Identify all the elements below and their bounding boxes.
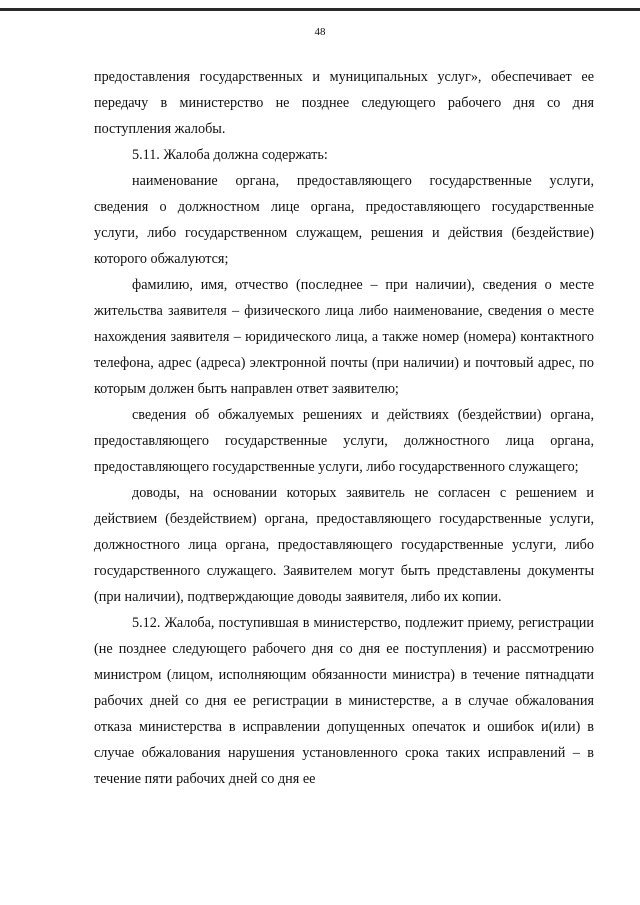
paragraph-organ-name: наименование органа, предоставляющего государственные услуги, сведения о должностном лице органа, предоставляющего государственные услуги, либо государственном служащем, решения и действия (бездействие) которого обжалуются; (94, 173, 594, 267)
paragraph-continuation: предоставления государственных и муниципальных услуг», обеспечивает ее передачу в министерство не позднее следующего рабочего дня со дня поступления жалобы. (94, 69, 594, 137)
page-number: 48 (314, 26, 326, 38)
paragraph-section-5-12: 5.12. Жалоба, поступившая в министерство, подлежит приему, регистрации (не позднее следующего рабочего дня со дня ее поступления) и рассмотрению министром (лицом, исполняющим обязанности министра) в течение пятнадцати рабочих дней со дня ее регистрации в министерстве, а в случае обжалования отказа министерства в исправлении допущенных опечаток и ошибок и(или) в случае обжалования нарушения установленного срока таких исправлений – в течение пяти рабочих дней со дня ее (94, 615, 594, 787)
paragraph-applicant-details: фамилию, имя, отчество (последнее – при наличии), сведения о месте жительства заявителя – физического лица либо наименование, сведения о месте нахождения заявителя – юридического лица, а также номер (номера) контактного телефона, адрес (адреса) электронной почты (при наличии) и почтовый адрес, по которым должен быть направлен ответ заявителю; (94, 277, 594, 397)
paragraph-section-5-11-heading: 5.11. Жалоба должна содержать: (132, 147, 328, 163)
paragraph-arguments: доводы, на основании которых заявитель не согласен с решением и действием (бездействием) органа, предоставляющего государственные услуги, должностного лица органа, предоставляющего государственные услуги, либо государственного служащего. Заявителем могут быть представлены документы (при наличии), подтверждающие доводы заявителя, либо их копии. (94, 485, 594, 605)
scan-top-rule (0, 8, 640, 11)
document-body (94, 64, 594, 792)
paragraph-appealed-decisions: сведения об обжалуемых решениях и действиях (бездействии) органа, предоставляющего государственные услуги, должностного лица органа, предоставляющего государственные услуги, либо государственного служащего; (94, 407, 594, 475)
